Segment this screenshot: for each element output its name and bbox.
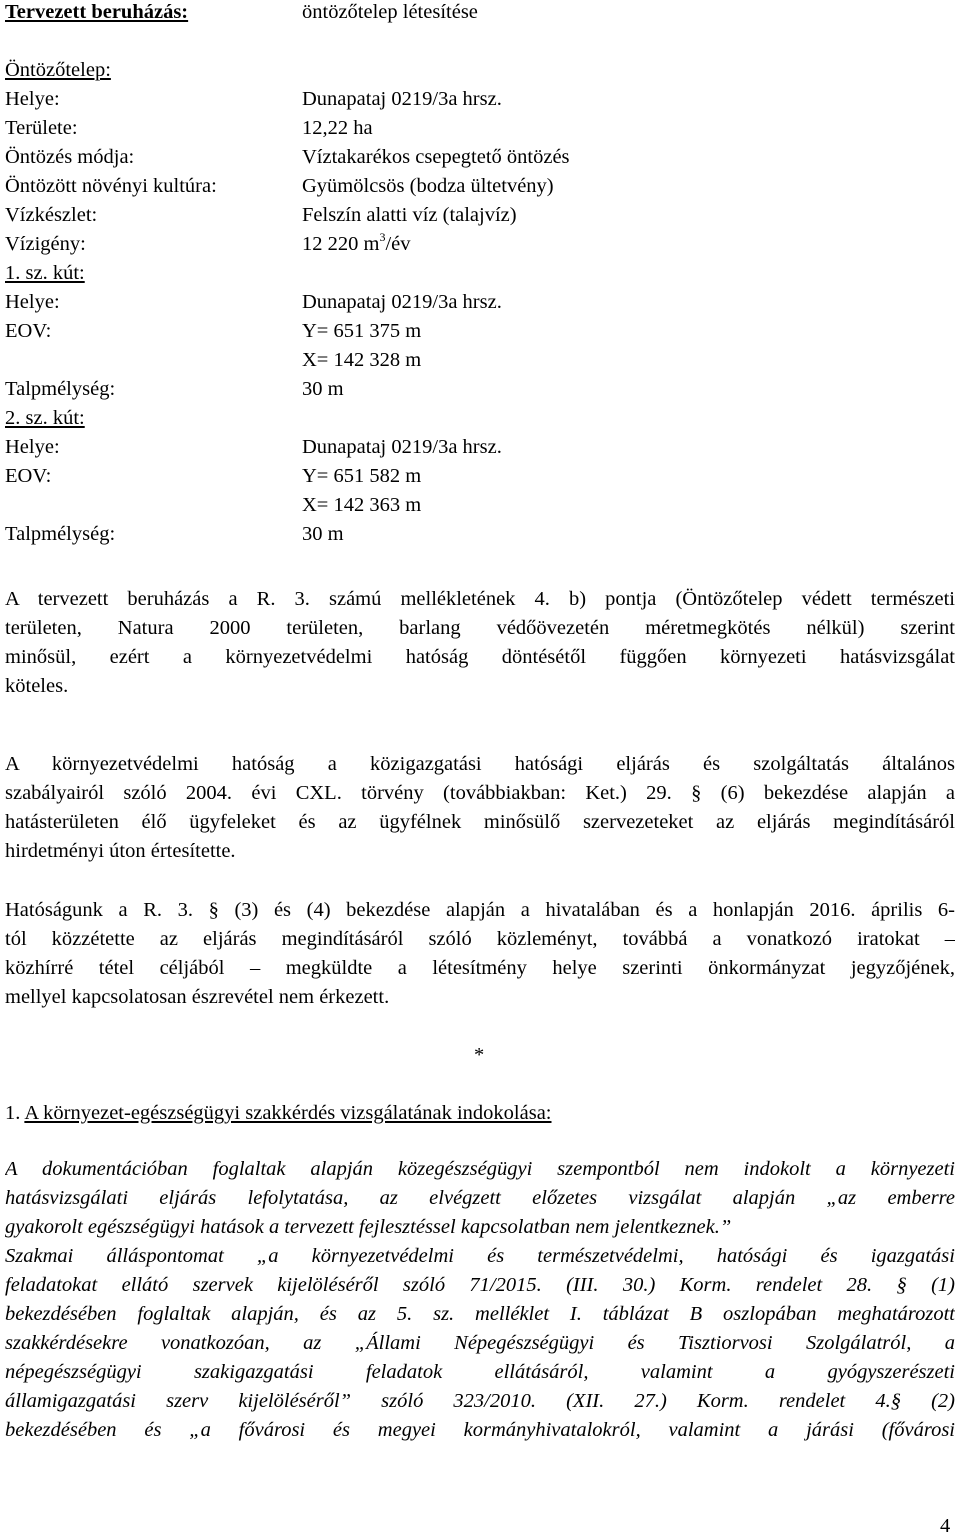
paragraph-line: A tervezett beruházás a R. 3. számú mellékletének 4. b) pontja (Öntözőtelep védett természeti xyxy=(5,588,955,610)
well-eov-x: X= 142 363 m xyxy=(302,494,422,516)
paragraph-line: Szakmai álláspontomat „a környezetvédelmi és természetvédelmi, hatósági és igazgatási xyxy=(5,1245,955,1267)
fact-label: Területe: xyxy=(5,117,78,139)
paragraph-line: gyakorolt egészségügyi hatások a tervezett fejlesztéssel kapcsolatban nem jelentkeznek.” xyxy=(5,1216,732,1238)
subsection-heading xyxy=(5,1101,552,1125)
paragraph-health-opinion xyxy=(5,1155,955,1445)
project-value: öntözőtelep létesítése xyxy=(302,1,478,23)
fact-label: Vízkészlet: xyxy=(5,204,98,226)
paragraph-line: minősül, ezért a környezetvédelmi hatóság döntésétől függően környezeti hatásvizsgálat xyxy=(5,646,955,668)
water-demand-label: Vízigény: xyxy=(5,233,86,255)
paragraph-line: területen, Natura 2000 területen, barlang védőövezetén méretmegkötés nélkül) szerint xyxy=(5,617,955,639)
paragraph-publication xyxy=(5,896,955,1012)
well-site-label: Helye: xyxy=(5,291,60,313)
paragraph-line: hirdetményi úton értesítette. xyxy=(5,840,236,862)
paragraph-line: A környezetvédelmi hatóság a közigazgatási hatósági eljárás és szolgáltatás általános xyxy=(5,753,955,775)
paragraph-line: szabályairól szóló 2004. évi CXL. törvény (továbbiakban: Ket.) 29. § (6) bekezdése alapján a xyxy=(5,782,955,804)
page-number: 4 xyxy=(940,1515,951,1537)
well-site: Dunapataj 0219/3a hrsz. xyxy=(302,436,502,458)
fact-label: Helye: xyxy=(5,88,60,110)
well-eov-y: Y= 651 582 m xyxy=(302,465,422,487)
project-label: Tervezett beruházás: xyxy=(5,1,189,23)
subsection-number: 1. xyxy=(5,1102,21,1124)
paragraph-line: tól közzétette az eljárás megindításáról szóló közleményt, továbbá a vonatkozó iratokat – xyxy=(5,928,955,950)
paragraph-line: köteles. xyxy=(5,675,69,697)
well-eov-label: EOV: xyxy=(5,465,52,487)
well-title: 2. sz. kút: xyxy=(5,407,85,429)
well-depth-label: Talpmélység: xyxy=(5,523,116,545)
well-eov-y: Y= 651 375 m xyxy=(302,320,422,342)
fact-value: Gyümölcsös (bodza ültetvény) xyxy=(302,175,554,197)
paragraph-line: bekezdésében foglaltak alapján, és az 5. sz. melléklet I. táblázat B oszlopában meghatározott xyxy=(5,1303,955,1325)
fact-value: 12,22 ha xyxy=(302,117,373,139)
paragraph-line: A dokumentációban foglaltak alapján közegészségügyi szempontból nem indokolt a környezeti xyxy=(5,1158,955,1180)
paragraph-line: feladatokat ellátó szervek kijelöléséről szóló 71/2015. (III. 30.) Korm. rendelet 28. § (1) xyxy=(5,1274,955,1296)
paragraph-classification xyxy=(5,585,955,701)
paragraph-line: hatásterületen élő ügyfeleket és az ügyfélnek minősülő szervezeteket az eljárás megindításáról xyxy=(5,811,955,833)
fact-label: Öntözés módja: xyxy=(5,146,135,168)
water-demand-value: 12 220 $m^3/év$ xyxy=(302,230,411,255)
paragraph-line: szakkérdésekre vonatkozóan, az „Állami Népegészségügyi és Tisztiorvosi Szolgálatról, a xyxy=(5,1332,955,1354)
paragraph-line: népegészségügyi szakigazgatási feladatok ellátásáról, valamint a gyógyszerészeti xyxy=(5,1361,955,1383)
fact-label: Öntözött növényi kultúra: xyxy=(5,175,217,197)
well-depth: 30 m xyxy=(302,378,344,400)
section-separator: * xyxy=(474,1044,485,1066)
section-title: Öntözőtelep: xyxy=(5,59,111,81)
fact-value: Felszín alatti víz (talajvíz) xyxy=(302,204,517,226)
paragraph-notification xyxy=(5,750,955,866)
well-site-label: Helye: xyxy=(5,436,60,458)
fact-value: Dunapataj 0219/3a hrsz. xyxy=(302,88,502,110)
well-site: Dunapataj 0219/3a hrsz. xyxy=(302,291,502,313)
paragraph-line: hatásvizsgálati eljárás lefolytatása, az elvégzett előzetes vizsgálat alapján „az emberre xyxy=(5,1187,955,1209)
subsection-title: A környezet-egészségügyi szakkérdés vizsgálatának indokolása: xyxy=(24,1102,552,1124)
well-eov-x: X= 142 328 m xyxy=(302,349,422,371)
paragraph-line: mellyel kapcsolatosan észrevétel nem érkezett. xyxy=(5,986,390,1008)
paragraph-line: államigazgatási szerv kijelöléséről” szóló 323/2010. (XII. 27.) Korm. rendelet 4.§ (2) xyxy=(5,1390,955,1412)
well-depth: 30 m xyxy=(302,523,344,545)
well-title: 1. sz. kút: xyxy=(5,262,85,284)
paragraph-line: bekezdésében és „a fővárosi és megyei kormányhivatalokról, valamint a járási (fővárosi xyxy=(5,1419,955,1441)
paragraph-line: közhírré tétel céljából – megküldte a létesítmény helye szerinti önkormányzat jegyzőjének, xyxy=(5,957,955,979)
fact-value: Víztakarékos csepegtető öntözés xyxy=(302,146,570,168)
paragraph-line: Hatóságunk a R. 3. § (3) és (4) bekezdése alapján a hivatalában és a honlapján 2016. április 6- xyxy=(5,899,955,921)
well-depth-label: Talpmélység: xyxy=(5,378,116,400)
well-eov-label: EOV: xyxy=(5,320,52,342)
